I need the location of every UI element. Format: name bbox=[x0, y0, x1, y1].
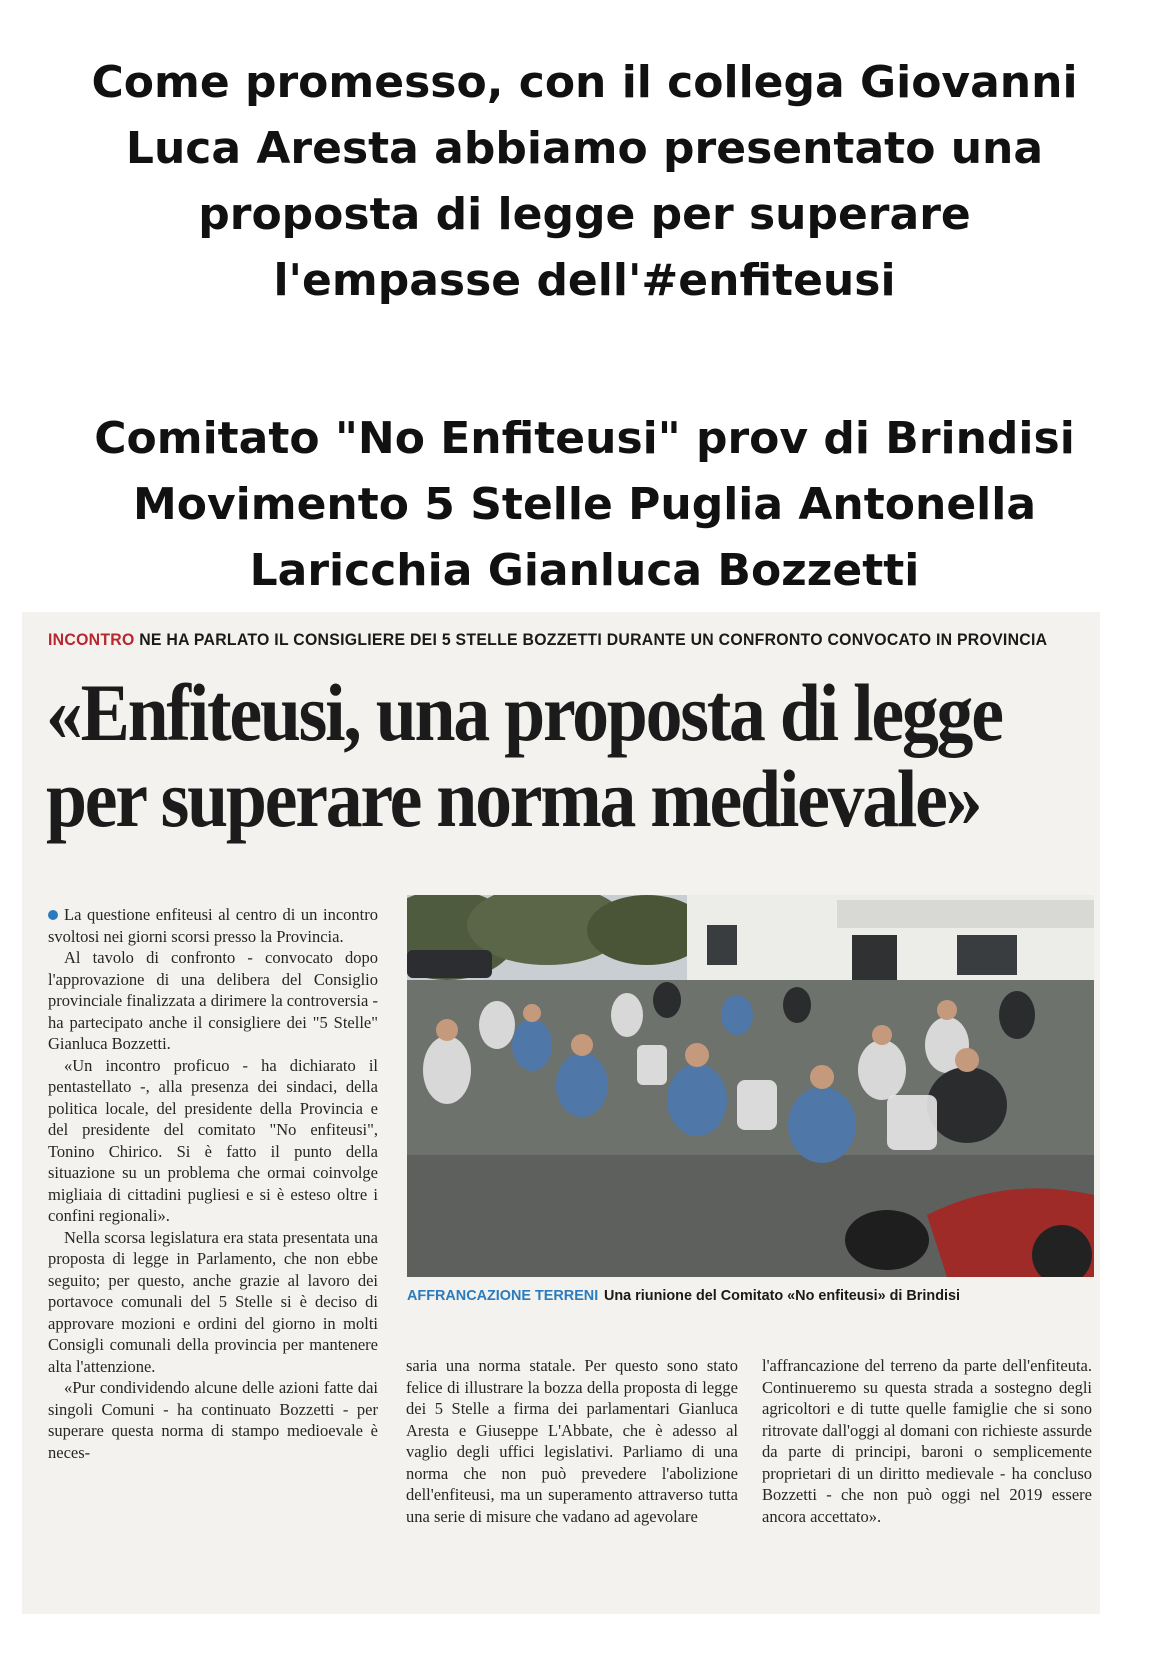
signoff-line: Comitato "No Enfiteusi" prov di Brindisi bbox=[94, 413, 1075, 464]
paragraph-text: La questione enfiteusi al centro di un incontro svoltosi nei giorni scorsi presso la Provincia. bbox=[48, 905, 378, 946]
article-column-1 bbox=[48, 904, 378, 1463]
kicker-tag: INCONTRO bbox=[48, 630, 135, 649]
meeting-photo-illustration bbox=[407, 895, 1094, 1277]
article-paragraph bbox=[48, 904, 378, 947]
caption-text: Una riunione del Comitato «No enfiteusi» di Brindisi bbox=[603, 1287, 961, 1304]
headline-line: «Enfiteusi, una proposta di legge bbox=[46, 667, 1002, 758]
article-column-2 bbox=[406, 1355, 738, 1527]
post-intro bbox=[0, 50, 1169, 314]
signoff-line: Laricchia Gianluca Bozzetti bbox=[249, 545, 920, 596]
article-paragraph: saria una norma statale. Per questo sono stato felice di illustrare la bozza della proposta di legge dei 5 Stelle a firma dei parlamentari Gianluca Aresta e Giuseppe L'Abbate, che è adesso al vaglio degli uffici legislativi. Parliamo di una norma che non può prevedere l'abolizione dell'enfiteusi, ma un superamento attraverso tutta una serie di misure che vadano ad agevolare bbox=[406, 1356, 738, 1526]
article-paragraph: «Un incontro proficuo - ha dichiarato il pentastellato -, alla presenza dei sindaci, della politica locale, del presidente della Provincia e del presidente del comitato "No enfiteusi", Tonino Chirico. Si è fatto il punto della situazione su un problema che ormai coinvolge migliaia di cittadini pugliesi e si è esteso oltre i confini regionali». bbox=[48, 1055, 378, 1225]
post-signoff bbox=[0, 406, 1169, 604]
article-headline bbox=[46, 667, 1002, 844]
signoff-line: Movimento 5 Stelle Puglia Antonella bbox=[132, 479, 1037, 530]
article-paragraph: Al tavolo di confronto - convocato dopo l'approvazione di una delibera del Consiglio provinciale finalizzata a dirimere la controversia - ha partecipato anche il consigliere dei "5 Stelle" Gianluca Bozzetti. bbox=[48, 948, 378, 1053]
article-paragraph: l'affrancazione del terreno da parte dell'enfiteuta. Continueremo su questa strada a sostegno degli agricoltori e di tutte quelle famiglie che si sono ritrovate dall'oggi al domani con richieste assurde da parte di principi, baroni o semplicemente proprietari di un diritto medievale - ha concluso Bozzetti - che non può oggi nel 2019 essere ancora accettato». bbox=[762, 1356, 1092, 1526]
intro-line: Come promesso, con il collega Giovanni bbox=[91, 57, 1078, 108]
intro-line: Luca Aresta abbiamo presentato una bbox=[125, 123, 1044, 174]
intro-line: l'empasse dell'#enfiteusi bbox=[273, 255, 896, 306]
caption-tag: AFFRANCAZIONE TERRENI bbox=[407, 1287, 599, 1304]
photo-caption bbox=[407, 1287, 1069, 1304]
bullet-icon bbox=[48, 910, 58, 920]
article-kicker bbox=[48, 630, 1047, 650]
meeting-photo bbox=[407, 895, 1094, 1277]
article-paragraph: Nella scorsa legislatura era stata presentata una proposta di legge in Parlamento, che non ebbe seguito; per questo, anche grazie al lavoro dei portavoce comunali del 5 Stelle si è deciso di approvare mozioni e ordini del giorno in molti Consigli comunali della provincia per mantenere alta l'attenzione. bbox=[48, 1227, 378, 1376]
intro-line: proposta di legge per superare bbox=[198, 189, 971, 240]
article-paragraph: «Pur condividendo alcune delle azioni fatte dai singoli Comuni - ha continuato Bozzetti - per superare questa norma di stampo medioevale è neces- bbox=[48, 1378, 378, 1462]
article-column-3 bbox=[762, 1355, 1092, 1527]
kicker-text: NE HA PARLATO IL CONSIGLIERE DEI 5 STELLE BOZZETTI DURANTE UN CONFRONTO CONVOCATO IN PROVINCIA bbox=[134, 630, 1048, 649]
headline-line: per superare norma medievale» bbox=[46, 753, 981, 844]
